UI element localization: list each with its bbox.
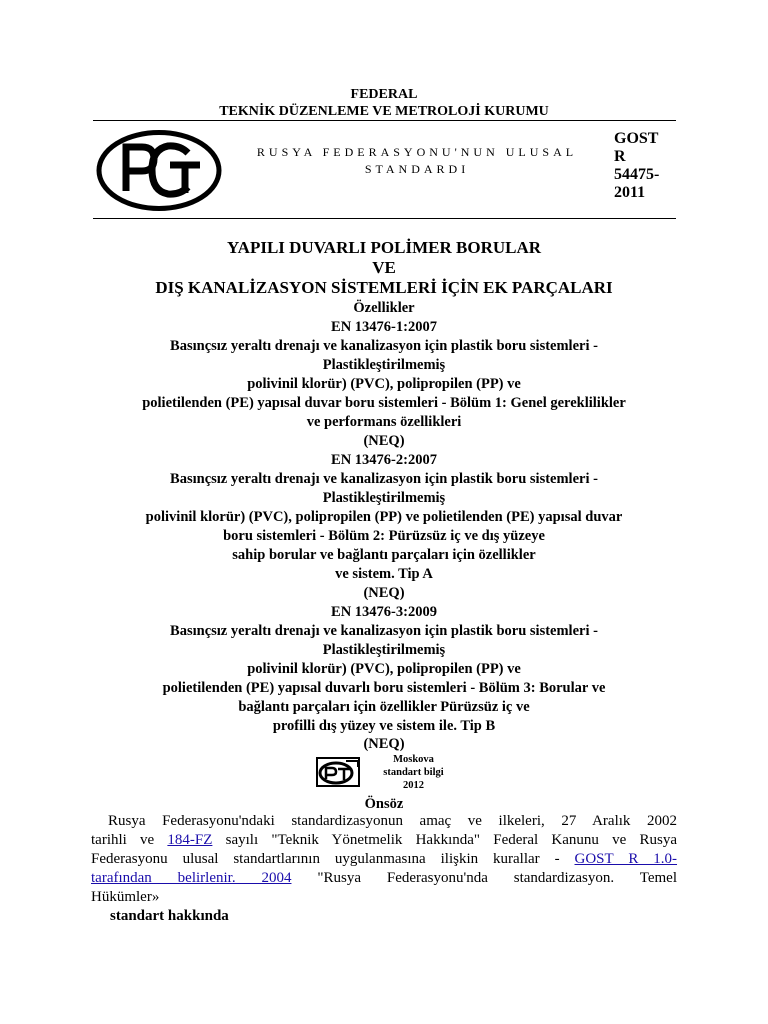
section-3-line2: Plastikleştirilmemiş <box>322 642 446 658</box>
section-1-line2: Plastikleştirilmemiş <box>322 357 446 373</box>
standartinform-logo-icon <box>316 757 360 787</box>
rst-certification-logo-icon <box>96 129 222 212</box>
agency-name-line1: FEDERAL <box>350 87 418 102</box>
document-title-line3: DIŞ KANALİZASYON SİSTEMLERİ İÇİN EK PARÇALARI <box>155 278 613 297</box>
foreword-line3-pre: Federasyonu ulusal standartlarının uygulanmasına ilişkin kurallar - <box>91 851 575 867</box>
agency-name-line2: TEKNİK DÜZENLEME VE METROLOJİ KURUMU <box>219 104 549 119</box>
section-1-line4: polietilenden (PE) yapısal duvar boru sistemleri - Bölüm 1: Genel gereklilikler <box>142 395 626 411</box>
section-3-line1: Basınçsız yeraltı drenajı ve kanalizasyon için plastik boru sistemleri - <box>170 623 598 639</box>
foreword-heading: Önsöz <box>364 796 404 812</box>
document-title-line2: VE <box>372 258 396 277</box>
header-top-rule <box>93 120 676 121</box>
foreword-paragraph <box>91 812 677 907</box>
section-2-neq: (NEQ) <box>363 585 405 601</box>
document-subtitle: Özellikler <box>353 300 415 316</box>
foreword-line4 <box>91 869 677 888</box>
publisher-line2: standart bilgi <box>383 767 444 778</box>
section-2-line3: polivinil klorür) (PVC), polipropilen (PP) ve polietilenden (PE) yapısal duvar <box>145 509 623 525</box>
gost-r-1-0-link-continued[interactable]: tarafından belirlenir. 2004 <box>91 870 292 886</box>
gost-number <box>614 130 676 202</box>
section-3-line3: polivinil klorür) (PVC), polipropilen (PP) ve <box>247 661 521 677</box>
law-184-fz-link[interactable]: 184-FZ <box>167 832 213 848</box>
section-3-neq: (NEQ) <box>363 736 405 752</box>
gost-line3: 54475- <box>614 166 660 183</box>
section-1-code: EN 13476-1:2007 <box>331 319 437 335</box>
standard-title-line1: RUSYA FEDERASYONU'NUN ULUSAL <box>256 145 578 159</box>
foreword-bold-tail: standart hakkında <box>110 908 229 924</box>
foreword-line2-pre: tarihli ve <box>91 832 168 848</box>
publisher-line1: Moskova <box>393 754 434 765</box>
section-3-code: EN 13476-3:2009 <box>331 604 437 620</box>
document-title-line1: YAPILI DUVARLI POLİMER BORULAR <box>226 238 542 257</box>
foreword-line2 <box>91 831 677 850</box>
section-1-neq: (NEQ) <box>363 433 405 449</box>
section-2-code: EN 13476-2:2007 <box>331 452 437 468</box>
section-3-line5: bağlantı parçaları için özellikler Pürüzsüz iç ve <box>238 699 530 715</box>
foreword-line4-post: "Rusya Federasyonu'nda standardizasyon. Temel <box>291 870 678 886</box>
header-bottom-rule <box>93 218 676 219</box>
publisher-line3: 2012 <box>403 780 424 791</box>
section-2-line5: sahip borular ve bağlantı parçaları için özellikler <box>232 547 536 563</box>
section-2-line6: ve sistem. Tip A <box>335 566 433 582</box>
section-3-line4: polietilenden (PE) yapısal duvarlı boru sistemleri - Bölüm 3: Borular ve <box>162 680 606 696</box>
section-1-line1: Basınçsız yeraltı drenajı ve kanalizasyon için plastik boru sistemleri - <box>170 338 598 354</box>
section-2-line1: Basınçsız yeraltı drenajı ve kanalizasyon için plastik boru sistemleri - <box>170 471 598 487</box>
standard-title-line2: STANDARDI <box>364 162 470 176</box>
gost-r-1-0-link[interactable]: GOST R 1.0- <box>574 851 678 867</box>
foreword-line2-post: sayılı "Teknik Yönetmelik Hakkında" Federal Kanunu ve Rusya <box>212 832 677 848</box>
section-2-line4: boru sistemleri - Bölüm 2: Pürüzsüz iç ve dış yüzeye <box>223 528 545 544</box>
section-3-line6: profilli dış yüzey ve sistem ile. Tip B <box>272 718 496 734</box>
section-1-line3: polivinil klorür) (PVC), polipropilen (PP) ve <box>247 376 521 392</box>
gost-line1: GOST <box>614 130 659 147</box>
gost-line4: 2011 <box>614 184 646 201</box>
foreword-line1: Rusya Federasyonu'ndaki standardizasyonun amaç ve ilkeleri, 27 Aralık 2002 <box>108 813 677 829</box>
foreword-line5: Hükümler» <box>91 889 160 905</box>
section-2-line2: Plastikleştirilmemiş <box>322 490 446 506</box>
section-1-line5: ve performans özellikleri <box>306 414 462 430</box>
gost-line2: R <box>614 148 626 165</box>
foreword-line3 <box>91 850 677 869</box>
